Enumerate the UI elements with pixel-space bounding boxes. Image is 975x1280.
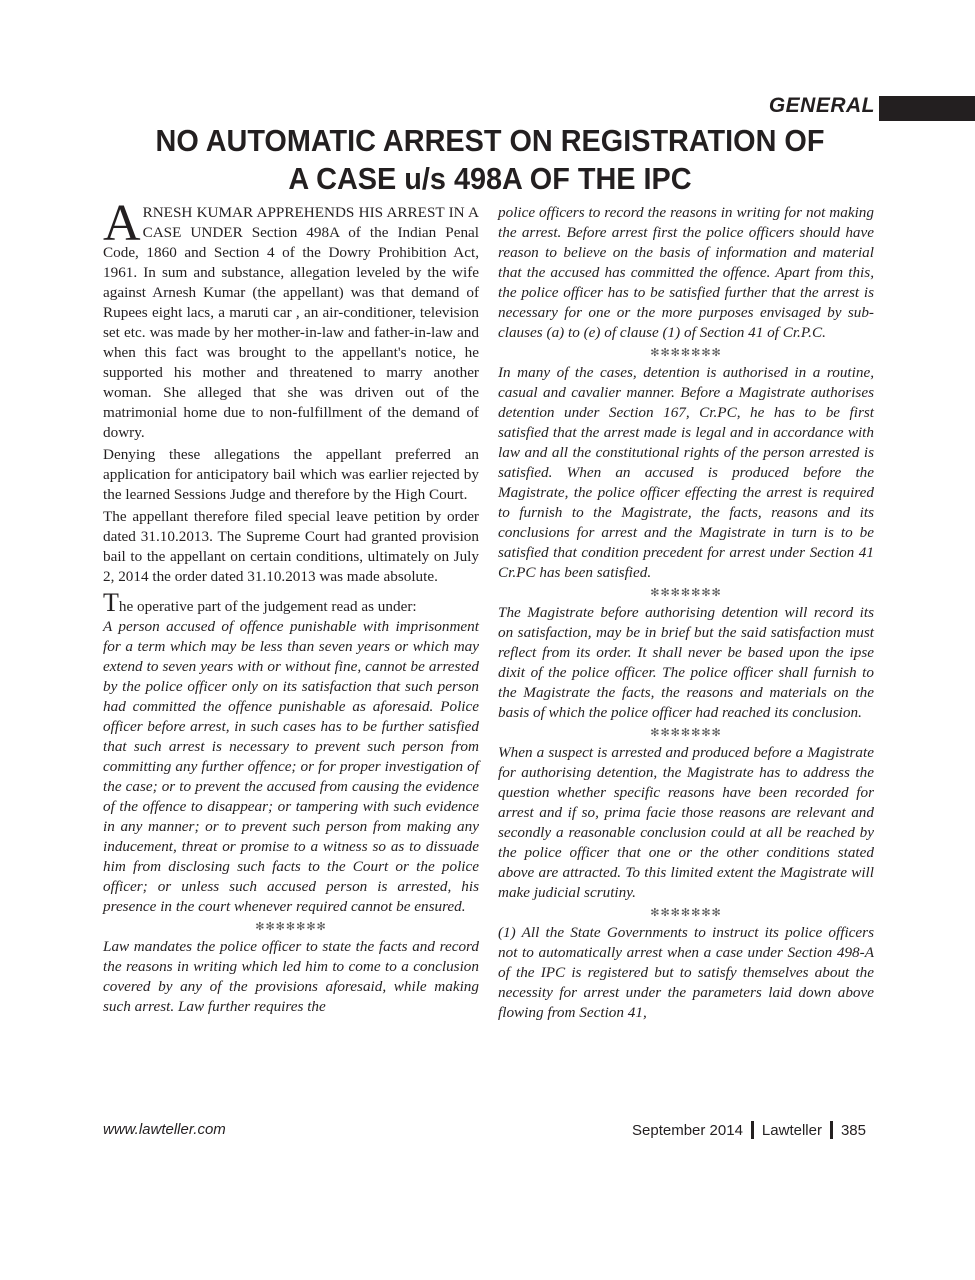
paragraph-text: he operative part of the judgement read as under:: [118, 598, 417, 615]
footer-date: September 2014: [632, 1121, 743, 1139]
left-column: [103, 195, 479, 1017]
separator: ✻✻✻✻✻✻✻: [650, 907, 722, 919]
intro-text: Section 498A of the Indian Penal Code, 1860 and Section 4 of the Dowry Prohibition Act, 1961. In sum and substance, allegation leveled by the wife against Arnesh Kumar (the appellant) was that demand of Rupees eight lacs, a maruti car , an air-conditioner, television set etc. was made by her mother-in-law and father-in-law and when this fact was brought to the appellant's notice, he supported his mother and threatened to marry another woman. She alleged that she was driven out of the matrimonial home due to non-fulfillment of the demand of dowry.: [103, 224, 479, 441]
quote-paragraph: The Magistrate before authorising detention will record its on satisfaction, may be in brief but the said satisfaction must reflect from its order. It shall never be based upon the ipse dixit of the police officer. The police officer shall furnish to the Magistrate the facts, the reasons and materials on the basis of which the police officer had reached its conclusion.: [498, 604, 874, 721]
footer-info: [632, 1121, 866, 1139]
separator: ✻✻✻✻✻✻✻: [255, 921, 327, 933]
footer-divider: [751, 1121, 754, 1139]
drop-cap: T: [103, 588, 119, 617]
quote-paragraph: police officers to record the reasons in writing for not making the arrest. Before arrest first the police officers should have reason to believe on the basis of information and material that the accused has committed the offence. Apart from this, the police officer has to be satisfied further that the arrest is necessary for one or the more purposes envisaged by sub-clauses (a) to (e) of clause (1) of Section 41 of Cr.P.C.: [498, 204, 874, 341]
article-title: [118, 122, 862, 198]
quote-paragraph: A person accused of offence punishable with imprisonment for a term which may be less than seven years or which may extend to seven years with or without fine, cannot be arrested by the police officer only on its satisfaction that such person had committed the offence punishable as aforesaid. Police officer before arrest, in such cases has to be further satisfied that such arrest is necessary to prevent such person from committing any further offence; or for proper investigation of the case; or to prevent the accused from causing the evidence of the offence to disappear; or tampering with such evidence in any manner; or to prevent such person from making any inducement, threat or promise to a witness so as to dissuade him from disclosing such facts to the Court or the police officer; or unless such accused person is arrested, his presence in the court whenever required cannot be ensured.: [103, 618, 479, 915]
footer-website: www.lawteller.com: [103, 1121, 226, 1138]
title-line-1: NO AUTOMATIC ARREST ON REGISTRATION OF: [155, 123, 825, 158]
section-bar: [879, 96, 975, 121]
quote-paragraph: When a suspect is arrested and produced before a Magistrate for authorising detention, the Magistrate has to address the question whether specific reasons have been recorded for arrest and if so, prima facie those reasons are relevant and secondly a reasonable conclusion could at all be reached by the police officer that one or the other conditions stated above are attracted. To this limited extent the Magistrate will make judicial scrutiny.: [498, 744, 874, 901]
section-tag: GENERAL: [768, 94, 875, 117]
intro-paragraph: [103, 195, 479, 443]
separator: ✻✻✻✻✻✻✻: [650, 587, 722, 599]
right-column: [498, 203, 874, 1023]
quote-paragraph: Law mandates the police officer to state the facts and record the reasons in writing which led him to come to a conclusion covered by any of the provisions aforesaid, while making such arrest. Law further requires the: [103, 938, 479, 1015]
paragraph: Denying these allegations the appellant preferred an application for anticipatory bail which was earlier rejected by the learned Sessions Judge and therefore by the High Court.: [103, 446, 479, 503]
quote-paragraph: (1) All the State Governments to instruct its police officers not to automatically arrest when a case under Section 498-A of the IPC is registered but to satisfy themselves about the necessity for arrest under the parameters laid down above flowing from Section 41,: [498, 924, 874, 1021]
paragraph: The appellant therefore filed special leave petition by order dated 31.10.2013. The Supreme Court had granted provision bail to the appellant on certain conditions, ultimately on July 2, 2014 the order dated 31.10.2013 was made absolute.: [103, 508, 479, 585]
separator: ✻✻✻✻✻✻✻: [650, 727, 722, 739]
footer-page-number: 385: [840, 1121, 866, 1139]
drop-cap: A: [103, 195, 141, 252]
title-line-2: A CASE u/s 498A OF THE IPC: [288, 161, 692, 196]
footer-magazine: Lawteller: [761, 1121, 822, 1139]
paragraph-operative: [103, 588, 479, 617]
quote-paragraph: In many of the cases, detention is authorised in a routine, casual and cavalier manner. Before a Magistrate authorises detention under Section 167, Cr.PC, he has to be first satisfied that the arrest made is legal and in accordance with law and all the constitutional rights of the person arrested is satisfied. When an accused is produced before the Magistrate, the police officer effecting the arrest is required to furnish to the Magistrate, the facts, reasons and its conclusions for arrest and the Magistrate in turn is to be satisfied that condition precedent for arrest under Section 41 Cr.PC has been satisfied.: [498, 364, 874, 581]
footer-divider: [830, 1121, 833, 1139]
separator: ✻✻✻✻✻✻✻: [650, 347, 722, 359]
intro-caps: RNESH KUMAR APPREHENDS HIS ARREST IN A CASE UNDER: [142, 204, 479, 241]
